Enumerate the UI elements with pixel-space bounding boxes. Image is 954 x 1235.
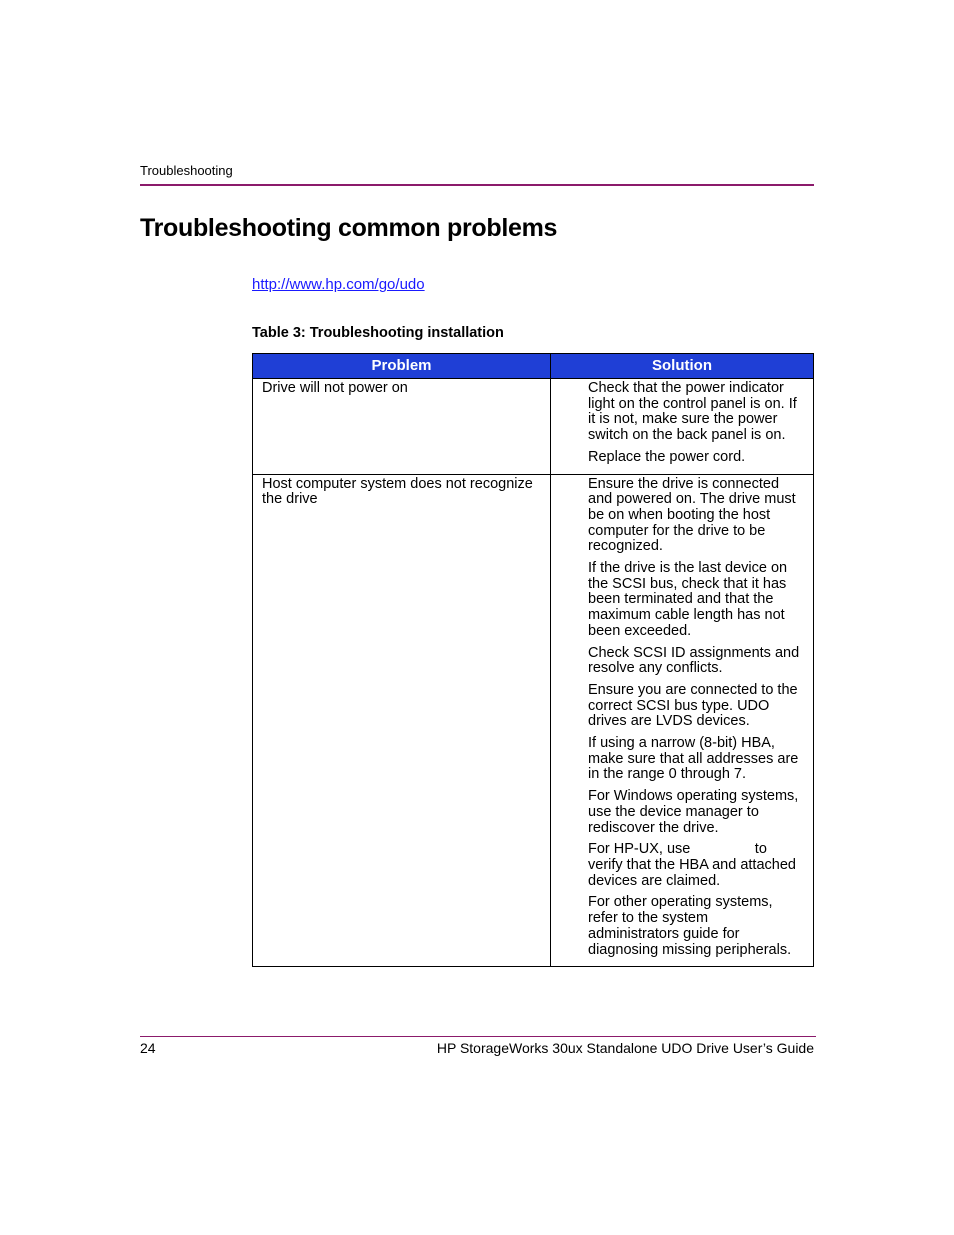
- page-number: 24: [140, 1040, 156, 1056]
- column-header-problem: Problem: [253, 354, 551, 379]
- udo-link[interactable]: http://www.hp.com/go/udo: [252, 276, 425, 293]
- solution-item: Ensure you are connected to the correct SCSI bus type. UDO drives are LVDS devices.: [588, 681, 798, 730]
- solution-item: For HP-UX, use to verify that the HBA and attached devices are claimed.: [588, 841, 800, 889]
- page-title: Troubleshooting common problems: [140, 214, 558, 242]
- solution-cell: [551, 379, 814, 475]
- solution-item: Check SCSI ID assignments and resolve any conflicts.: [588, 644, 800, 677]
- table-row: [253, 474, 814, 967]
- header-rule: [140, 184, 814, 186]
- problem-cell: Host computer system does not recognize the drive: [253, 474, 551, 967]
- solution-item: For Windows operating systems, use the device manager to rediscover the drive.: [588, 788, 799, 836]
- column-header-solution: Solution: [551, 354, 814, 379]
- solution-item: If the drive is the last device on the SCSI bus, check that it has been terminated and that the maximum cable length has not been exceeded.: [588, 560, 788, 639]
- solution-item: Ensure the drive is connected and powered on. The drive must be on when booting the host computer for the drive to be recognized.: [588, 475, 796, 555]
- table-row: [253, 379, 814, 475]
- solution-item: For other operating systems, refer to the system administrators guide for diagnosing missing peripherals.: [588, 894, 792, 958]
- solution-cell: [551, 474, 814, 967]
- troubleshooting-table: [252, 353, 814, 967]
- table-caption: Table 3: Troubleshooting installation: [252, 325, 504, 341]
- footer-rule: [140, 1036, 816, 1037]
- solution-item: Replace the power cord.: [588, 448, 746, 465]
- running-head: Troubleshooting: [140, 163, 233, 178]
- table-header-row: [253, 354, 814, 379]
- solution-item: If using a narrow (8-bit) HBA, make sure that all addresses are in the range 0 through 7.: [588, 735, 799, 783]
- problem-cell: Drive will not power on: [253, 379, 551, 475]
- solution-item: Check that the power indicator light on the control panel is on. If it is not, make sure the power switch on the back panel is on.: [588, 380, 797, 444]
- guide-title: HP StorageWorks 30ux Standalone UDO Drive User’s Guide: [436, 1040, 814, 1056]
